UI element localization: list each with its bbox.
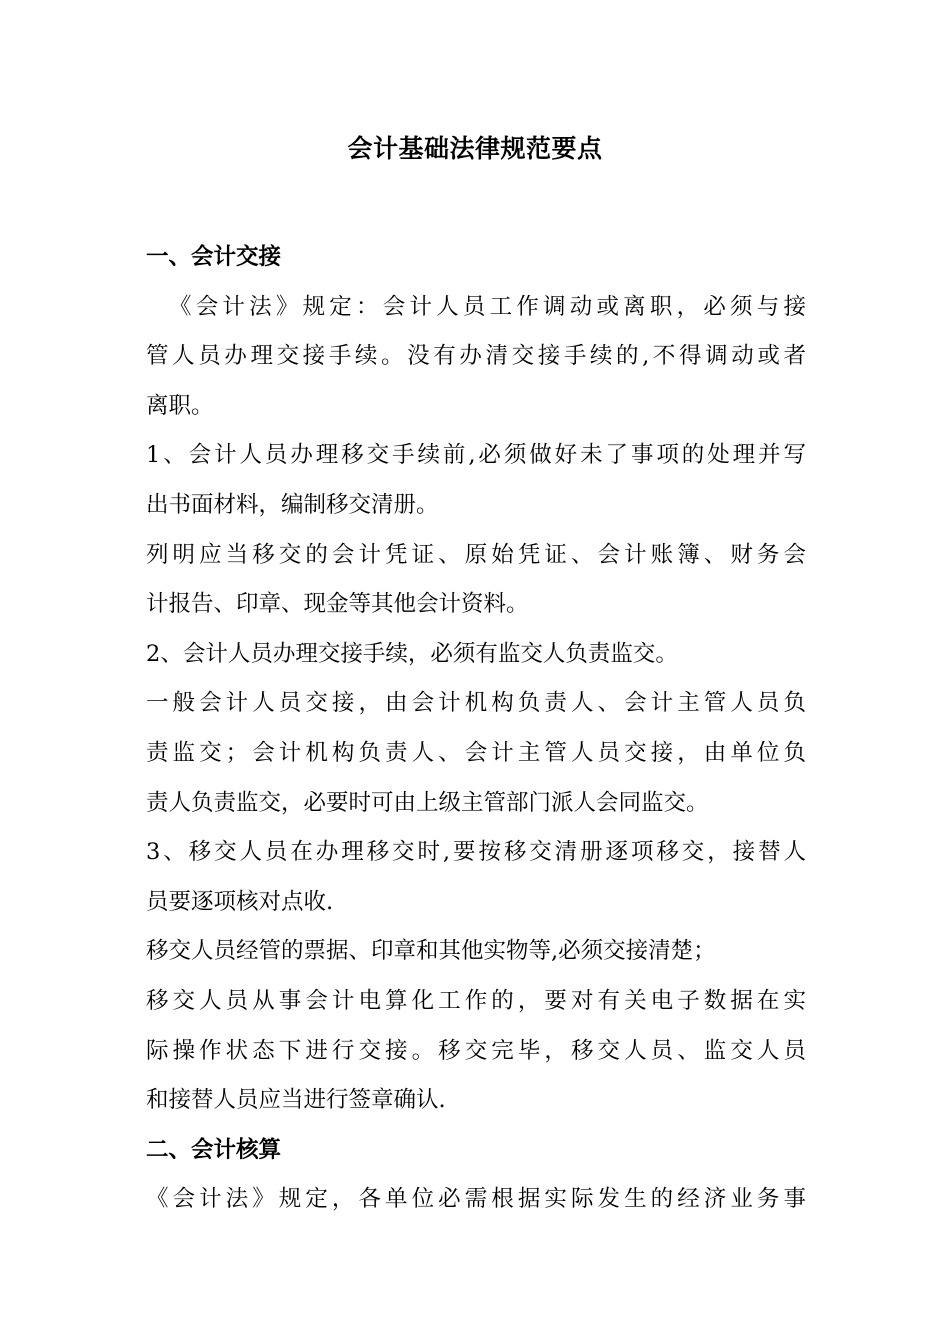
paragraph-line: 移交人员从事会计电算化工作的，要对有关电子数据在实	[146, 987, 806, 1014]
document-body	[146, 233, 806, 1225]
paragraph-line: 出书面材料，编制移交清册。	[146, 491, 439, 518]
section-heading: 二、会计核算	[146, 1136, 282, 1163]
paragraph-line: 计报告、印章、现金等其他会计资料。	[146, 591, 529, 618]
paragraph-line: 管人员办理交接手续。没有办清交接手续的,不得调动或者	[146, 343, 806, 370]
paragraph-line: 离职。	[146, 392, 214, 419]
paragraph-line: 和接替人员应当进行签章确认.	[146, 1087, 446, 1114]
paragraph-line: 3、移交人员在办理移交时,要按移交清册逐项移交，接替人	[146, 839, 806, 866]
paragraph-line: 责人负责监交，必要时可由上级主管部门派人会同监交。	[146, 789, 709, 816]
paragraph-line: 移交人员经管的票据、印章和其他实物等,必须交接清楚；	[146, 938, 716, 965]
paragraph-line: 际操作状态下进行交接。移交完毕，移交人员、监交人员	[146, 1037, 806, 1064]
paragraph-line: 一般会计人员交接，由会计机构负责人、会计主管人员负	[146, 690, 806, 717]
paragraph-line: 列明应当移交的会计凭证、原始凭证、会计账簿、财务会	[146, 541, 806, 568]
document-title: 会计基础法律规范要点	[347, 134, 603, 163]
paragraph-line: 《会计法》规定，各单位必需根据实际发生的经济业务事	[146, 1186, 806, 1213]
section-heading: 一、会计交接	[146, 244, 282, 270]
paragraph-line: 1、会计人员办理移交手续前,必须做好未了事项的处理并写	[146, 442, 806, 469]
paragraph-line: 员要逐项核对点收.	[146, 888, 334, 915]
paragraph-line: 责监交；会计机构负责人、会计主管人员交接，由单位负	[146, 739, 806, 766]
paragraph-line: 《会计法》规定：会计人员工作调动或离职，必须与接	[169, 293, 806, 320]
paragraph-line: 2、会计人员办理交接手续，必须有监交人负责监交。	[146, 640, 678, 667]
